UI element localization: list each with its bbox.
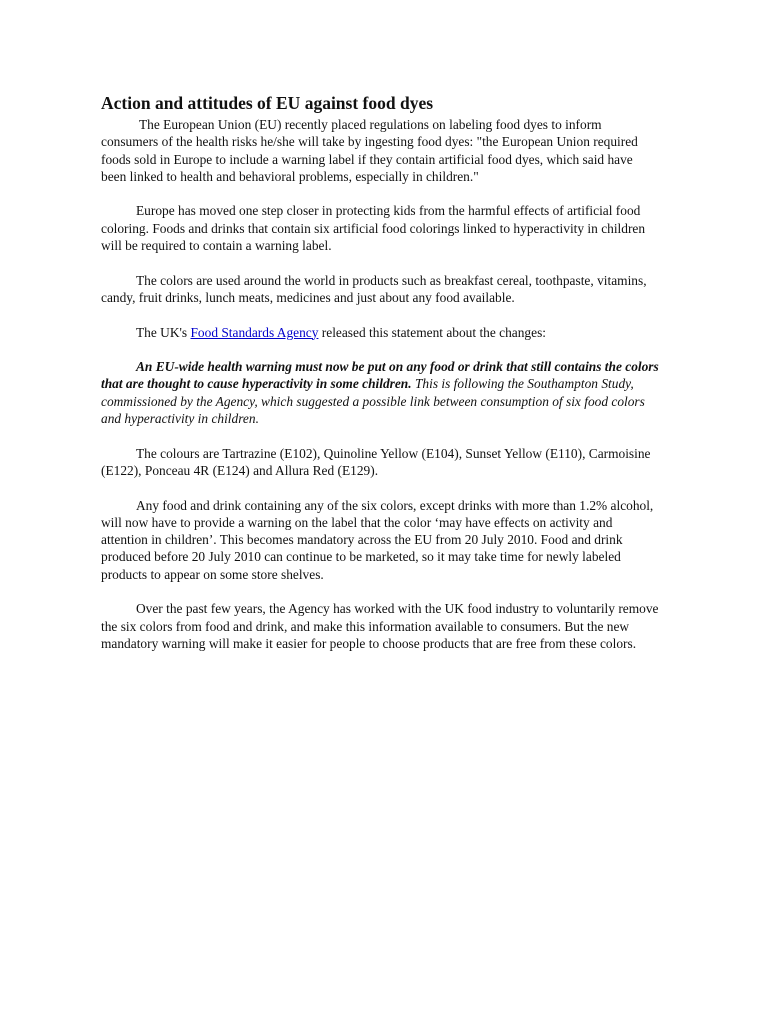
paragraph-agency-work: Over the past few years, the Agency has worked with the UK food industry to voluntarily remove the six colors from food and drink, and make this information available to consumers. But the new mandatory warning will make it easier for people to choose products that are free from these colors. <box>101 601 659 651</box>
fsa-outro-text: released this statement about the changes: <box>318 324 546 340</box>
paragraph-eu-regulations: The European Union (EU) recently placed regulations on labeling food dyes to inform consumers of the health risks he/she will take by ingesting food dyes: "the European Union required foods sold in Europe to include a warning label if they contain artificial food dyes, which said have been linked to health and behavioral problems, especially in children." <box>101 117 638 184</box>
quote-paragraph <box>101 358 661 427</box>
paragraph-colour-list: The colours are Tartrazine (E102), Quinoline Yellow (E104), Sunset Yellow (E110), Carmoisine (E122), Ponceau 4R (E124) and Allura Red (E129). <box>101 445 651 478</box>
quote-italic-text: This is following the Southampton Study, commissioned by the Agency, which suggested a possible link between consumption of six food colors and hyperactivity in children. <box>101 376 645 427</box>
document-page <box>101 92 661 670</box>
paragraph-warning-label: Any food and drink containing any of the six colors, except drinks with more than 1.2% alcohol, will now have to provide a warning on the label that the color ‘may have effects on activity and attention in children’. This becomes mandatory across the EU from 20 July 2010. Food and drink produced before 20 July 2010 can continue to be marketed, so it may take time for newly labeled products to appear on some store shelves. <box>101 497 654 582</box>
fsa-intro-text: The UK's <box>136 324 191 340</box>
page-title: Action and attitudes of EU against food dyes <box>101 93 434 113</box>
quote-bold-text: An EU-wide health warning must now be put on any food or drink that still contains the colors that are thought to cause hyperactivity in some children. <box>101 359 659 392</box>
food-standards-agency-link[interactable]: Food Standards Agency <box>190 324 319 340</box>
paragraph-colors-used: The colors are used around the world in products such as breakfast cereal, toothpaste, vitamins, candy, fruit drinks, lunch meats, medicines and just about any food available. <box>101 272 647 305</box>
paragraph-europe-step: Europe has moved one step closer in protecting kids from the harmful effects of artificial food coloring. Foods and drinks that contain six artificial food colorings linked to hyperactivity in children will be required to contain a warning label. <box>101 203 646 254</box>
paragraph-fsa-statement <box>101 324 661 341</box>
